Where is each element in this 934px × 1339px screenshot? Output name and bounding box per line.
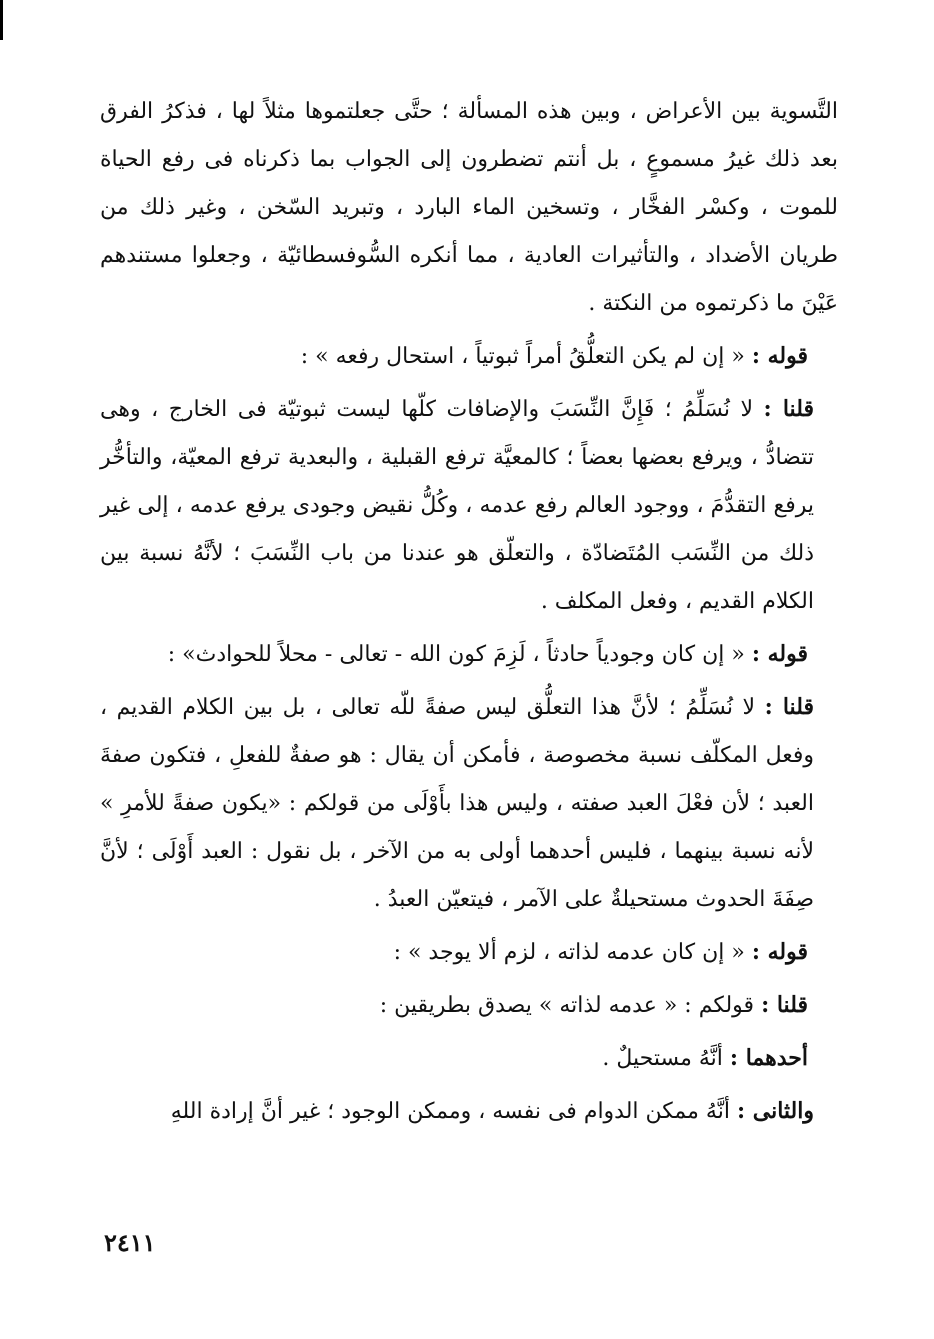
paragraph-9-lead: والثانى : <box>736 1098 814 1124</box>
paragraph-1 <box>100 88 838 328</box>
paragraph-6-text: « إن كان عدمه لذاته ، لزم ألا يوجد » : <box>393 940 745 965</box>
paragraph-8 <box>100 1034 838 1083</box>
paragraph-5 <box>100 683 838 924</box>
paragraph-3 <box>100 385 838 626</box>
page-number: ٢٤١١ <box>104 1228 156 1257</box>
paragraph-2-lead: قوله : <box>751 343 808 369</box>
paragraph-6-lead: قوله : <box>751 939 808 965</box>
paragraph-3-text: لا نُسَلِّمُ ؛ فَإِنَّ النِّسَبَ والإضافات كلّها ليست ثبوتيّة فى الخارج ، وهى تتضادُّ ، ويرفع بعضها بعضاً ؛ كالمعيَّة ترفع القبلية ، والبعدية ترفع المعيّة، والتأخُّر يرفع التقدُّمَ ، ووجود العالم رفع عدمه ، وكُلُّ نقيض وجودى يرفع عدمه ، إلى غير ذلك من النِّسَب المُتَضادّة ، والتعلّق هو عندنا من باب النِّسَبَ ؛ لأنَّهُ نسبة بين الكلام القديم ، وفعل المكلف . <box>100 397 814 614</box>
paragraph-8-text: أنَّهُ مستحيلٌ . <box>602 1046 723 1071</box>
paragraph-5-lead: قلنا : <box>764 694 814 720</box>
paragraph-4-lead: قوله : <box>751 641 808 667</box>
paragraph-2-text: « إن لم يكن التعلُّقُ أمراً ثبوتياً ، استحال رفعه » : <box>300 344 745 369</box>
paragraph-4-text: « إن كان وجودياً حادثاً ، لَزِمَ كون الله - تعالى - محلاً للحوادث» : <box>167 642 745 667</box>
paragraph-7-lead: قلنا : <box>761 992 808 1018</box>
paragraph-7 <box>100 981 838 1030</box>
paragraph-9 <box>100 1087 838 1136</box>
paragraph-4 <box>100 630 838 679</box>
paragraph-5-text: لا نُسَلِّمُ ؛ لأنَّ هذا التعلُّق ليس صفةً للّه تعالى ، بل بين الكلام القديم ، وفعل المكلّف نسبة مخصوصة ، فأمكن أن يقال : هو صفةٌ للفعلِ ، فتكون صفةَ العبد ؛ لأن فعْلَ العبد صفته ، وليس هذا بأَوْلَى من قولكم : «يكون صفةً للأمرِ » لأنه نسبة بينهما ، فليس أحدهما أولى به من الآخر ، بل نقول : العبد أَوْلَى ؛ لأنَّ صِفَةَ الحدوث مستحيلةٌ على الآمر ، فيتعيّن العبدُ . <box>100 695 814 912</box>
paragraph-2 <box>100 332 838 381</box>
paragraph-3-lead: قلنا : <box>763 396 814 422</box>
page-edge-mark <box>0 0 3 40</box>
paragraph-7-text: قولكم : « عدمه لذاته » يصدق بطريقين : <box>379 993 755 1018</box>
paragraph-8-lead: أحدهما : <box>729 1045 808 1071</box>
paragraph-1-text: التَّسوية بين الأعراض ، وبين هذه المسألة ؛ حتَّى جعلتموها مثلاً لها ، فذكرُ الفرق بعد ذلك غيرُ مسموعٍ ، بل أنتم تضطرون إلى الجواب بما ذكرناه فى رفع الحياة للموت ، وكسْر الفخَّار ، وتسخين الماء البارد ، وتبريد السّخن ، وغير ذلك من طريان الأضداد ، والتأثيرات العادية ، مما أنكره السُّوفسطائيّة ، وجعلوا مستندهم عَيْنَ ما ذكرتموه من النكتة . <box>100 99 838 316</box>
paragraph-9-text: أنَّهُ ممكن الدوام فى نفسه ، وممكن الوجود ؛ غير أنَّ إرادة اللهِ <box>170 1099 730 1124</box>
paragraph-6 <box>100 928 838 977</box>
page-body <box>100 88 838 1136</box>
